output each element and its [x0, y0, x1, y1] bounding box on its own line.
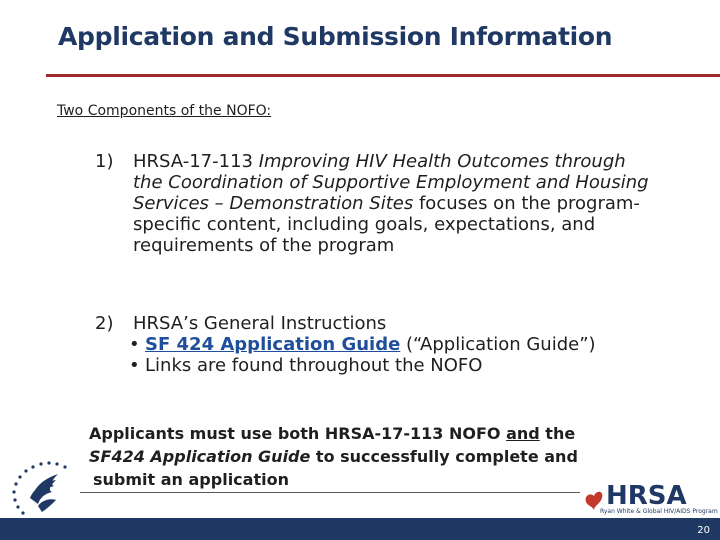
notice-text-2: the	[539, 424, 576, 443]
list-number-1: 1)	[95, 151, 114, 172]
notice-guide-title: SF424 Application Guide	[89, 447, 311, 466]
hrsa-logo	[582, 478, 718, 516]
applicant-notice	[89, 422, 649, 491]
item1-text-b: focuses on the program-specific content, including goals, expectations, and requirements of the program	[133, 193, 640, 256]
item1-text-a: HRSA-17-113	[133, 151, 259, 172]
footer-bar	[0, 518, 720, 540]
hrsa-wordmark: HRSA	[606, 481, 687, 511]
sub-bullet-2	[129, 355, 695, 376]
section-subheading: Two Components of the NOFO:	[57, 103, 272, 119]
list-item-2-heading: HRSA’s General Instructions	[133, 313, 387, 334]
list-item-2	[95, 313, 695, 376]
list-number-2: 2)	[95, 313, 114, 334]
item1-program-title: Improving HIV Health Outcomes through the Coordination of Supportive Employment and Housing Services – Demonstration Sites	[133, 151, 649, 214]
notice-line-2	[89, 445, 649, 468]
hhs-eagle-logo	[4, 440, 84, 525]
slide-title: Application and Submission Information	[58, 22, 613, 51]
notice-and: and	[506, 424, 540, 443]
notice-line-3: submit an application	[93, 470, 289, 489]
page-number: 20	[697, 525, 710, 536]
bullet-marker: •	[129, 355, 140, 376]
sub-bullet-1-text: (“Application Guide”)	[400, 334, 596, 355]
title-divider	[46, 74, 720, 77]
sub-bullet-2-text: Links are found throughout the NOFO	[145, 355, 483, 376]
notice-line-1	[89, 422, 649, 445]
hrsa-tagline: Ryan White & Global HIV/AIDS Program	[600, 508, 718, 515]
notice-text-1: Applicants must use both HRSA-17-113 NOFO	[89, 424, 507, 443]
bullet-marker: •	[129, 334, 140, 355]
list-item-1-text	[133, 151, 655, 256]
sub-bullet-1	[129, 334, 695, 355]
notice-text-3: to successfully complete and	[310, 447, 578, 466]
bottom-divider	[80, 492, 580, 493]
list-item-1	[95, 151, 655, 256]
sf424-guide-link[interactable]: SF 424 Application Guide	[145, 334, 401, 355]
